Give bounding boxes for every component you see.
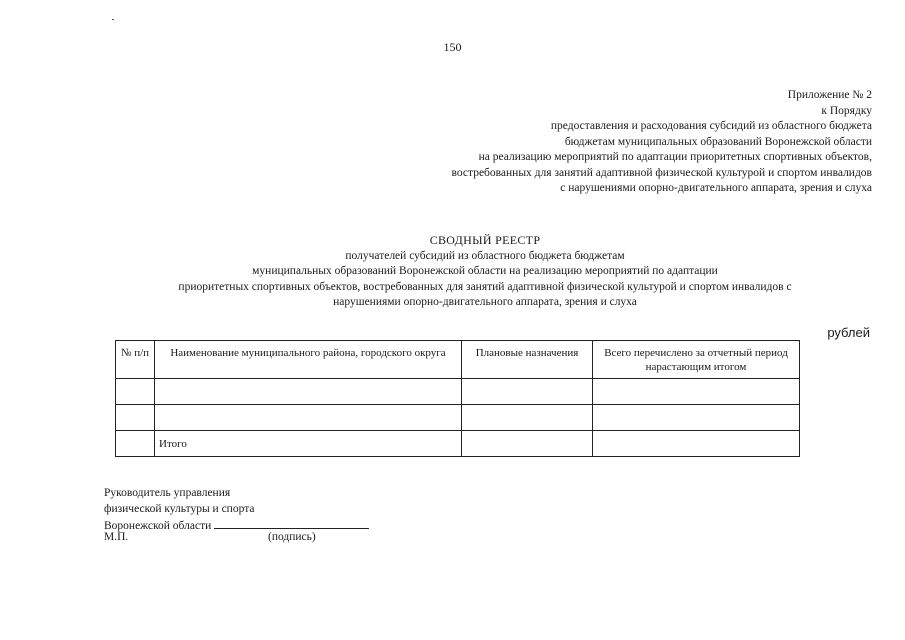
table-cell — [155, 379, 462, 405]
signature-line1: Руководитель управления — [104, 487, 231, 499]
stamp-label: М.П. — [104, 531, 129, 543]
table-row — [116, 379, 800, 405]
header-number: № п/п — [116, 341, 155, 379]
scan-speck — [112, 19, 114, 20]
title-line: получателей субсидий из областного бюджета бюджетам — [345, 249, 625, 262]
table-cell — [116, 405, 155, 431]
signature-field — [214, 517, 369, 529]
title-line: нарушениями опорно-двигательного аппарата, зрения и слуха — [333, 296, 637, 308]
table-cell — [116, 379, 155, 405]
table-cell — [593, 405, 800, 431]
table-cell — [116, 431, 155, 457]
appendix-line: востребованных для занятий адаптивной физической культурой и спортом инвалидов — [451, 166, 872, 179]
registry-table — [115, 340, 800, 457]
header-municipality: Наименование муниципального района, городского округа — [155, 341, 462, 379]
table-cell — [593, 379, 800, 405]
signature-line3-wrap — [104, 517, 369, 535]
header-planned: Плановые назначения — [462, 341, 593, 379]
title-line: муниципальных образований Воронежской области на реализацию мероприятий по адаптации — [252, 265, 718, 277]
currency-label: рублей — [827, 325, 870, 340]
title-line: приоритетных спортивных объектов, востребованных для занятий адаптивной физической культурой и спортом инвалидов с — [178, 280, 792, 293]
appendix-line: с нарушениями опорно-двигательного аппарата, зрения и слуха — [560, 182, 872, 194]
header-transferred: Всего перечислено за отчетный период нарастающим итогом — [593, 341, 800, 379]
table-cell — [593, 431, 800, 457]
table-cell — [462, 405, 593, 431]
signature-block — [104, 486, 369, 535]
appendix-block — [452, 88, 872, 197]
table-total-row — [116, 431, 800, 457]
appendix-line: предоставления и расходования субсидий из областного бюджета — [550, 120, 872, 132]
signature-line3: Воронежской области — [104, 520, 212, 532]
table-cell — [462, 431, 593, 457]
title-main: СВОДНЫЙ РЕЕСТР — [429, 233, 541, 247]
appendix-line: Приложение № 2 — [787, 89, 872, 101]
table-cell — [462, 379, 593, 405]
total-label: Итого — [155, 431, 462, 457]
appendix-line: бюджетам муниципальных образований Воронежской области — [564, 135, 872, 148]
document-title — [0, 233, 905, 311]
table-row — [116, 405, 800, 431]
page-number: 150 — [443, 40, 462, 54]
appendix-line: на реализацию мероприятий по адаптации приоритетных спортивных объектов, — [478, 151, 872, 163]
signature-line2: физической культуры и спорта — [104, 502, 255, 515]
appendix-line: к Порядку — [821, 104, 872, 117]
signature-caption: (подпись) — [268, 531, 316, 543]
table-cell — [155, 405, 462, 431]
table-header-row — [116, 341, 800, 379]
